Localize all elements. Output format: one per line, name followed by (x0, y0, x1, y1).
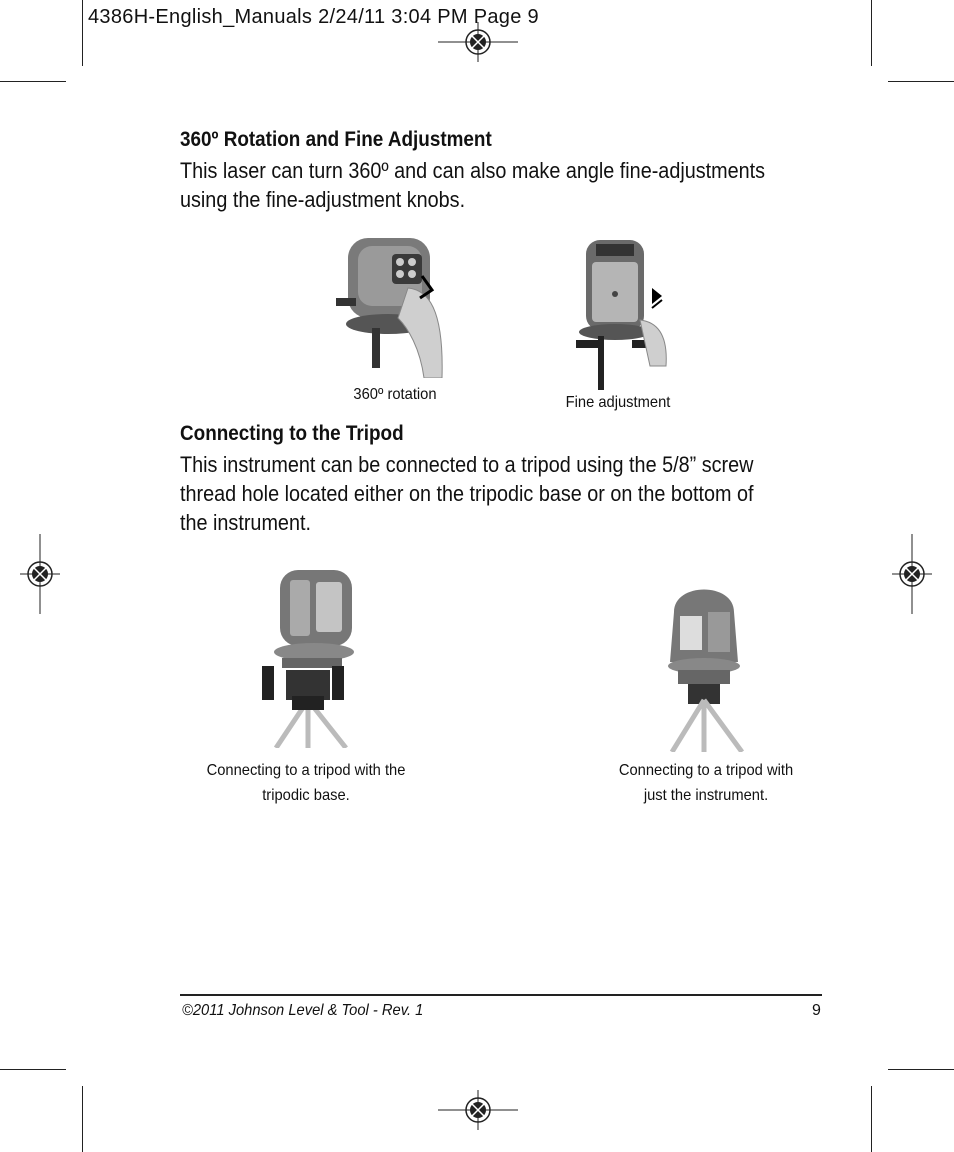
figure-caption: Connecting to a tripod with (618, 762, 794, 779)
trim-mark (0, 81, 66, 82)
section-heading: 360º Rotation and Fine Adjustment (180, 128, 492, 151)
body-text-line: using the fine-adjustment knobs. (180, 187, 466, 212)
body-text-line: This instrument can be connected to a tripod using the 5/8” screw (180, 452, 754, 477)
trim-mark (871, 0, 872, 66)
trim-mark (888, 81, 954, 82)
rotation-photo (328, 228, 446, 378)
trim-mark (888, 1069, 954, 1070)
figure-caption: Connecting to a tripod with the (206, 762, 406, 779)
trim-mark (0, 1069, 66, 1070)
figure-caption: 360º rotation (353, 386, 437, 403)
slug-line: 4386H-English_Manuals 2/24/11 3:04 PM Page 9 (88, 6, 539, 28)
registration-mark-icon (892, 534, 932, 614)
registration-mark-icon (438, 1090, 518, 1130)
tripod-instrument-photo (664, 572, 748, 752)
fine-adjustment-photo (572, 236, 668, 392)
trim-mark (82, 1086, 83, 1152)
body-text-line: This laser can turn 360º and can also make angle fine-adjustments (180, 158, 766, 183)
body-text-line: thread hole located either on the tripodic base or on the bottom of (180, 481, 754, 506)
trim-mark (82, 0, 83, 66)
footer-copyright: ©2011 Johnson Level & Tool - Rev. 1 (182, 1002, 424, 1019)
page-number: 9 (812, 1002, 821, 1019)
trim-mark (871, 1086, 872, 1152)
footer-rule (180, 994, 822, 996)
figure-caption: Fine adjustment (565, 394, 671, 411)
figure-caption: just the instrument. (643, 787, 769, 804)
registration-mark-icon (438, 22, 518, 62)
body-text-line: the instrument. (180, 510, 311, 535)
registration-mark-icon (20, 534, 60, 614)
section-heading: Connecting to the Tripod (180, 422, 404, 445)
figure-caption: tripodic base. (262, 787, 350, 804)
tripod-base-photo (256, 566, 356, 748)
